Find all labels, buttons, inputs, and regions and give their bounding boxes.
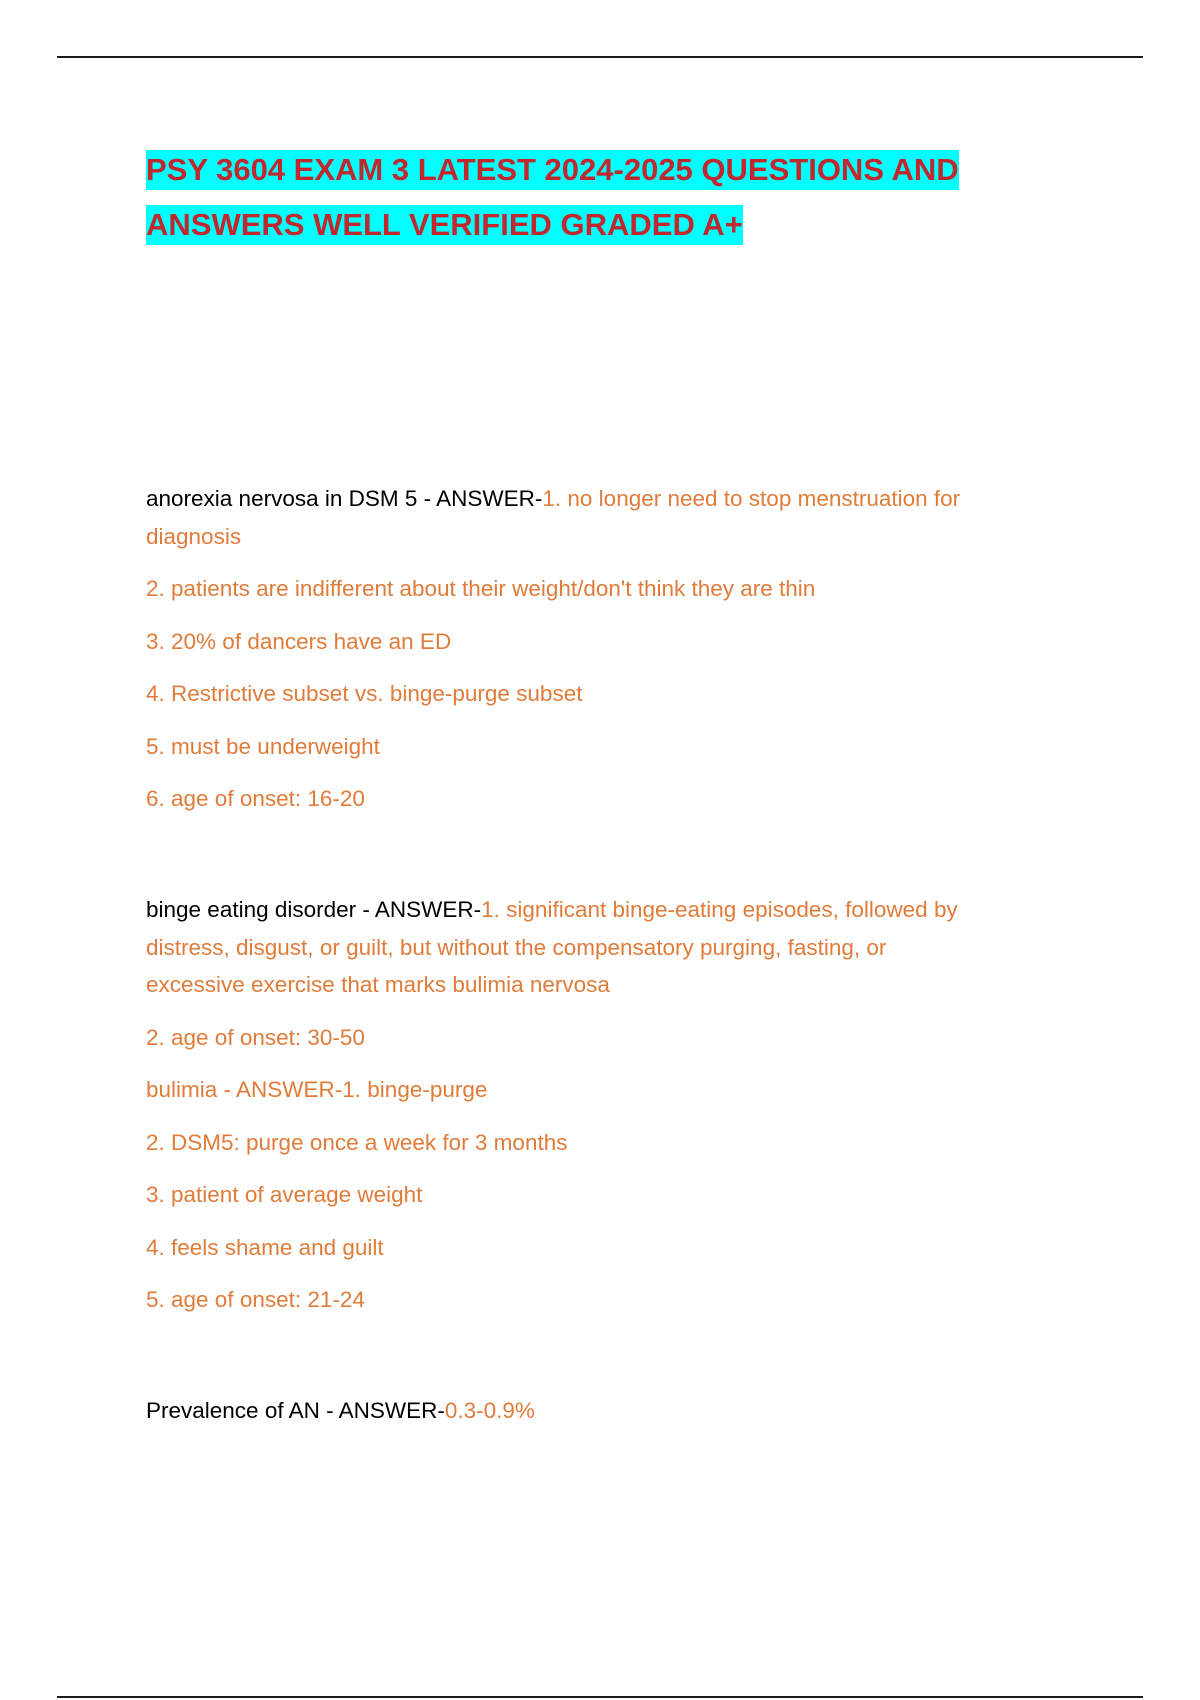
qa-item-prevalence-an [146,1392,1086,1430]
answer-item: 4. Restrictive subset vs. binge-purge subset [146,681,583,706]
qa-first-line [146,1392,1086,1430]
answer-text: 0.3-0.9% [444,1398,535,1423]
qa-item-binge-eating [146,891,1086,1319]
answer-item: 3. 20% of dancers have an ED [146,628,452,654]
qa-first-line [146,891,1086,929]
answer-text: 1. significant binge-eating episodes, followed by [481,897,958,922]
question-text: Prevalence of AN - ANSWER- [146,1398,445,1423]
answer-item: 6. age of onset: 16-20 [146,786,365,811]
title-line-1: PSY 3604 EXAM 3 LATEST 2024-2025 QUESTIONS AND [146,150,959,190]
bottom-rule [57,1696,1143,1698]
page-title [146,142,959,252]
answer-item: 5. age of onset: 21-24 [146,1287,365,1312]
answer-continuation: distress, disgust, or guilt, but without the compensatory purging, fasting, or [146,934,887,960]
top-rule [57,56,1143,58]
qa-first-line [146,480,1086,518]
question-text: binge eating disorder - ANSWER- [146,897,482,922]
answer-item: 2. patients are indifferent about their weight/don't think they are thin [146,576,816,601]
answer-text: 1. no longer need to stop menstruation for [542,486,961,511]
answer-item: 5. must be underweight [146,733,380,759]
title-line-2: ANSWERS WELL VERIFIED GRADED A+ [146,205,743,245]
answer-item: 2. age of onset: 30-50 [146,1024,365,1050]
question-text: anorexia nervosa in DSM 5 - ANSWER- [146,486,543,511]
answer-continuation: diagnosis [146,523,242,549]
answer-item: 2. DSM5: purge once a week for 3 months [146,1129,568,1155]
answer-item: 3. patient of average weight [146,1182,423,1207]
answer-item: bulimia - ANSWER-1. binge-purge [146,1077,488,1102]
qa-item-anorexia [146,480,1086,818]
answer-item: 4. feels shame and guilt [146,1234,384,1260]
answer-continuation: excessive exercise that marks bulimia nervosa [146,972,610,997]
